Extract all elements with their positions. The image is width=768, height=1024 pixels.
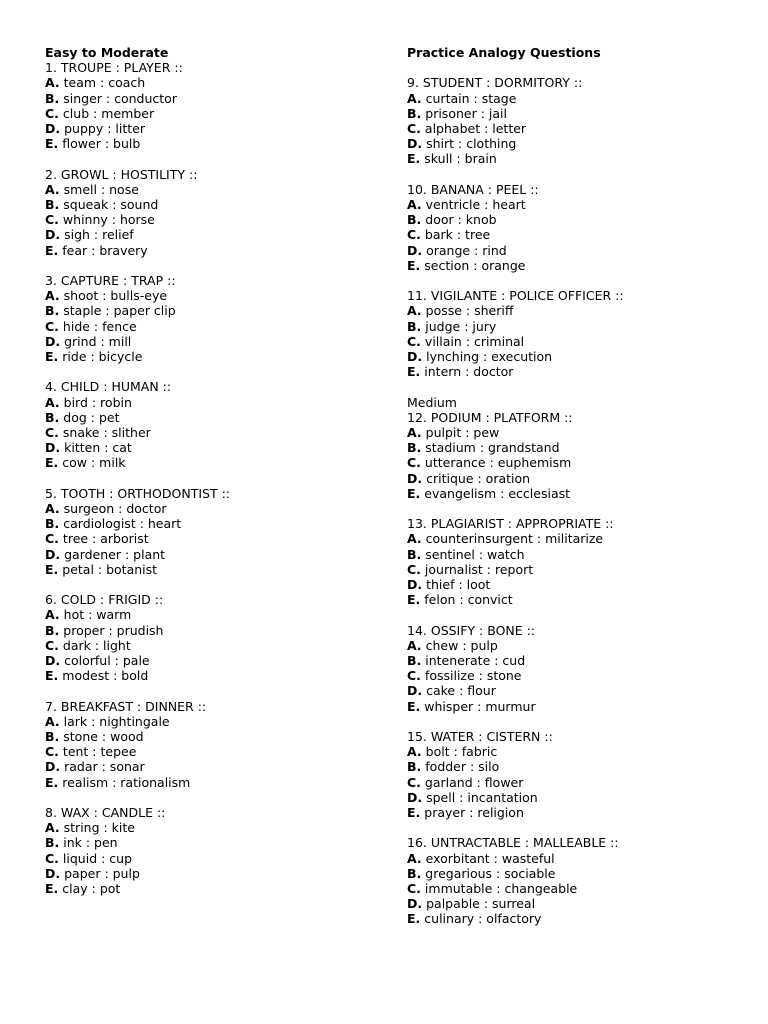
option-text: villain : criminal (424, 333, 525, 349)
answer-option (45, 425, 375, 440)
option-text: ventricle : heart (425, 197, 526, 212)
question-stem: 13. PLAGIARIST : APPROPRIATE :: (407, 516, 614, 532)
option-letter: A. (45, 501, 60, 517)
answer-option (407, 364, 752, 379)
answer-option (407, 744, 752, 759)
section-label: Medium (407, 394, 457, 410)
option-text: hide : fence (62, 318, 137, 334)
question-spacer (407, 273, 752, 288)
right-column (407, 45, 752, 927)
option-text: whisper : murmur (424, 698, 536, 714)
option-text: proper : prudish (63, 622, 164, 638)
answer-option (45, 623, 375, 638)
option-text: fodder : silo (425, 759, 500, 775)
answer-option (407, 258, 752, 273)
answer-option (45, 714, 375, 729)
option-letter: E. (45, 136, 59, 152)
option-text: snake : slither (62, 425, 151, 441)
option-text: surgeon : doctor (63, 501, 167, 517)
option-letter: B. (407, 440, 422, 456)
option-text: section : orange (424, 257, 526, 273)
option-text: counterinsurgent : militarize (425, 531, 604, 547)
answer-option (45, 91, 375, 106)
answer-option (407, 227, 752, 242)
option-letter: C. (45, 850, 59, 866)
option-text: posse : sheriff (425, 303, 514, 319)
option-letter: A. (45, 75, 60, 91)
question-spacer (407, 167, 752, 182)
question-spacer (45, 790, 375, 805)
question-stem: 4. CHILD : HUMAN :: (45, 379, 172, 395)
question-block (407, 623, 752, 714)
option-letter: E. (407, 911, 421, 927)
option-text: prayer : religion (424, 805, 524, 821)
answer-option (45, 851, 375, 866)
option-text: fear : bravery (62, 242, 148, 258)
option-letter: B. (45, 516, 60, 532)
option-text: sentinel : watch (425, 546, 525, 562)
option-text: tent : tepee (62, 744, 137, 760)
option-text: intenerate : cud (425, 653, 526, 669)
question-stem: 5. TOOTH : ORTHODONTIST :: (45, 485, 230, 501)
option-text: stadium : grandstand (425, 440, 560, 456)
answer-option (407, 319, 752, 334)
answer-option (45, 820, 375, 835)
answer-option (407, 562, 752, 577)
option-letter: C. (407, 121, 421, 136)
option-text: felon : convict (424, 592, 513, 608)
question-spacer (407, 501, 752, 516)
answer-option (45, 75, 375, 90)
answer-option (45, 455, 375, 470)
answer-option (45, 547, 375, 562)
option-letter: A. (45, 713, 60, 729)
question-stem: 15. WATER : CISTERN :: (407, 729, 553, 745)
option-letter: E. (45, 349, 59, 365)
answer-option (407, 896, 752, 911)
option-text: sigh : relief (64, 227, 134, 243)
option-text: clay : pot (62, 881, 121, 897)
option-letter: C. (407, 881, 421, 897)
option-text: gregarious : sociable (425, 865, 556, 881)
answer-option (407, 425, 752, 440)
option-letter: D. (45, 227, 61, 243)
option-text: ride : bicycle (62, 349, 143, 365)
answer-option (45, 562, 375, 577)
option-text: colorful : pale (64, 653, 150, 669)
option-text: puppy : litter (64, 121, 145, 137)
question-list-right (407, 75, 752, 926)
option-text: evangelism : ecclesiast (424, 485, 571, 501)
option-text: alphabet : letter (424, 121, 527, 136)
option-text: skull : brain (424, 151, 497, 167)
question-stem: 2. GROWL : HOSTILITY :: (45, 166, 198, 182)
answer-option (45, 243, 375, 258)
question-block (407, 729, 752, 820)
option-letter: B. (45, 303, 60, 319)
option-text: paper : pulp (64, 865, 140, 881)
option-letter: A. (45, 181, 60, 197)
option-letter: B. (407, 546, 422, 562)
option-letter: D. (407, 577, 423, 593)
answer-option (45, 729, 375, 744)
option-text: bark : tree (424, 227, 491, 243)
option-letter: E. (45, 561, 59, 577)
answer-option (45, 288, 375, 303)
option-letter: A. (407, 637, 422, 653)
option-letter: D. (407, 789, 423, 805)
question-spacer (45, 258, 375, 273)
answer-option (45, 334, 375, 349)
option-letter: B. (407, 759, 422, 775)
option-letter: B. (407, 865, 422, 881)
option-text: judge : jury (425, 318, 497, 334)
question-block (407, 288, 752, 379)
option-text: utterance : euphemism (424, 455, 572, 471)
question-block (45, 60, 375, 151)
option-letter: A. (407, 303, 422, 319)
option-text: dog : pet (63, 409, 120, 425)
answer-option (45, 501, 375, 516)
option-letter: A. (407, 531, 422, 547)
option-letter: A. (407, 90, 422, 106)
question-stem: 16. UNTRACTABLE : MALLEABLE :: (407, 835, 619, 851)
option-letter: A. (407, 425, 422, 441)
answer-option (45, 212, 375, 227)
option-letter: D. (45, 440, 61, 456)
option-letter: D. (407, 349, 423, 365)
answer-option (45, 668, 375, 683)
question-spacer (45, 364, 375, 379)
option-text: radar : sonar (64, 759, 145, 775)
answer-option (407, 243, 752, 258)
option-letter: A. (407, 197, 422, 212)
answer-option (407, 91, 752, 106)
option-text: lark : nightingale (63, 713, 170, 729)
option-letter: C. (45, 531, 59, 547)
option-text: orange : rind (426, 242, 507, 258)
option-letter: A. (45, 394, 60, 410)
answer-option (407, 592, 752, 607)
question-block (45, 486, 375, 577)
question-block (407, 395, 752, 501)
answer-option (45, 303, 375, 318)
question-stem: 11. VIGILANTE : POLICE OFFICER :: (407, 288, 624, 304)
answer-option (45, 349, 375, 364)
question-spacer (45, 683, 375, 698)
option-text: thief : loot (426, 577, 491, 593)
option-text: bird : robin (63, 394, 132, 410)
answer-option (407, 136, 752, 151)
option-letter: C. (407, 774, 421, 790)
option-letter: D. (45, 653, 61, 669)
answer-option (407, 683, 752, 698)
option-letter: E. (407, 151, 421, 167)
section-heading-easy: Easy to Moderate (45, 45, 169, 60)
option-text: flower : bulb (62, 136, 141, 152)
question-stem: 3. CAPTURE : TRAP :: (45, 273, 176, 289)
option-text: string : kite (63, 820, 135, 836)
option-text: kitten : cat (64, 440, 132, 456)
option-text: curtain : stage (425, 90, 517, 106)
option-text: exorbitant : wasteful (425, 850, 555, 866)
option-text: smell : nose (63, 181, 139, 197)
option-letter: C. (407, 227, 421, 243)
answer-option (407, 805, 752, 820)
option-letter: E. (407, 485, 421, 501)
option-text: shoot : bulls-eye (63, 288, 168, 304)
option-letter: E. (45, 668, 59, 684)
option-letter: C. (45, 744, 59, 760)
question-stem: 7. BREAKFAST : DINNER :: (45, 698, 207, 714)
answer-option (407, 486, 752, 501)
option-letter: D. (45, 865, 61, 881)
option-text: fossilize : stone (424, 668, 522, 684)
option-text: spell : incantation (426, 789, 538, 805)
question-block (45, 699, 375, 790)
option-letter: C. (407, 561, 421, 577)
answer-option (45, 516, 375, 531)
option-letter: B. (45, 409, 60, 425)
answer-option (407, 790, 752, 805)
option-letter: D. (45, 333, 61, 349)
option-text: journalist : report (424, 561, 534, 577)
question-block (407, 835, 752, 926)
option-letter: C. (45, 637, 59, 653)
option-text: hot : warm (63, 607, 132, 623)
option-letter: D. (407, 470, 423, 486)
answer-option (45, 197, 375, 212)
answer-option (45, 835, 375, 850)
option-letter: A. (407, 850, 422, 866)
option-text: realism : rationalism (62, 774, 191, 790)
option-text: liquid : cup (62, 850, 133, 866)
answer-option (45, 319, 375, 334)
option-letter: B. (407, 653, 422, 669)
question-block (45, 167, 375, 258)
option-text: club : member (62, 105, 155, 121)
question-stem: 8. WAX : CANDLE :: (45, 805, 166, 821)
option-text: cardiologist : heart (63, 516, 182, 532)
answer-option (45, 182, 375, 197)
option-letter: E. (407, 257, 421, 273)
question-block (45, 592, 375, 683)
answer-option (407, 911, 752, 926)
option-letter: C. (45, 425, 59, 441)
answer-option (407, 851, 752, 866)
answer-option (407, 151, 752, 166)
option-text: palpable : surreal (426, 896, 536, 912)
answer-option (407, 471, 752, 486)
option-letter: A. (407, 744, 422, 760)
answer-option (407, 668, 752, 683)
option-text: ink : pen (63, 835, 118, 851)
answer-option (407, 349, 752, 364)
option-letter: C. (45, 212, 59, 228)
question-spacer (45, 471, 375, 486)
option-letter: D. (407, 136, 423, 152)
question-spacer (45, 577, 375, 592)
option-text: shirt : clothing (426, 136, 517, 152)
option-text: critique : oration (426, 470, 531, 486)
answer-option (45, 775, 375, 790)
option-text: squeak : sound (63, 197, 159, 213)
answer-option (45, 395, 375, 410)
option-letter: D. (45, 759, 61, 775)
question-block (45, 805, 375, 896)
option-letter: D. (407, 242, 423, 258)
option-text: modest : bold (62, 668, 149, 684)
answer-option (45, 410, 375, 425)
answer-option (407, 121, 752, 136)
option-text: stone : wood (63, 729, 144, 745)
question-stem: 14. OSSIFY : BONE :: (407, 622, 536, 638)
option-letter: E. (45, 774, 59, 790)
answer-option (45, 607, 375, 622)
option-letter: C. (45, 318, 59, 334)
answer-option (45, 759, 375, 774)
option-text: immutable : changeable (424, 881, 578, 897)
option-text: grind : mill (64, 333, 132, 349)
option-text: bolt : fabric (425, 744, 498, 760)
answer-option (407, 197, 752, 212)
option-text: garland : flower (424, 774, 524, 790)
answer-option (45, 531, 375, 546)
option-text: lynching : execution (426, 349, 553, 365)
option-text: cow : milk (62, 455, 126, 471)
option-letter: D. (45, 121, 61, 137)
answer-option (45, 106, 375, 121)
option-text: culinary : olfactory (424, 911, 542, 927)
answer-option (45, 866, 375, 881)
option-text: prisoner : jail (425, 105, 507, 121)
option-text: pulpit : pew (425, 425, 500, 441)
option-text: petal : botanist (62, 561, 158, 577)
answer-option (45, 136, 375, 151)
option-letter: B. (407, 105, 422, 121)
option-letter: E. (45, 455, 59, 471)
option-letter: E. (45, 242, 59, 258)
left-column (45, 45, 375, 896)
answer-option (407, 531, 752, 546)
option-letter: B. (45, 835, 60, 851)
answer-option (407, 106, 752, 121)
answer-option (407, 440, 752, 455)
option-letter: E. (407, 698, 421, 714)
answer-option (45, 440, 375, 455)
option-letter: A. (45, 820, 60, 836)
option-letter: B. (45, 197, 60, 213)
option-letter: D. (45, 546, 61, 562)
answer-option (407, 577, 752, 592)
answer-option (407, 547, 752, 562)
option-text: cake : flour (426, 683, 496, 699)
option-letter: B. (45, 622, 60, 638)
option-letter: C. (407, 455, 421, 471)
option-letter: C. (407, 333, 421, 349)
question-block (45, 379, 375, 470)
option-letter: E. (407, 592, 421, 608)
question-spacer (45, 151, 375, 166)
answer-option (45, 881, 375, 896)
answer-option (45, 227, 375, 242)
answer-option (407, 759, 752, 774)
page-title: Practice Analogy Questions (407, 45, 601, 60)
option-letter: B. (45, 90, 60, 106)
question-block (407, 182, 752, 273)
option-text: tree : arborist (62, 531, 149, 547)
answer-option (407, 699, 752, 714)
option-text: staple : paper clip (63, 303, 176, 319)
option-text: whinny : horse (62, 212, 155, 228)
option-text: intern : doctor (424, 364, 514, 380)
answer-option (407, 638, 752, 653)
option-letter: E. (407, 805, 421, 821)
option-text: dark : light (62, 637, 131, 653)
heading-spacer (407, 60, 752, 75)
option-letter: C. (407, 668, 421, 684)
answer-option (407, 653, 752, 668)
answer-option (407, 866, 752, 881)
answer-option (407, 775, 752, 790)
question-spacer (407, 607, 752, 622)
option-letter: A. (45, 288, 60, 304)
answer-option (45, 744, 375, 759)
answer-option (407, 455, 752, 470)
option-text: gardener : plant (64, 546, 166, 562)
answer-option (45, 638, 375, 653)
option-letter: B. (407, 212, 422, 228)
option-letter: E. (45, 881, 59, 897)
question-stem: 9. STUDENT : DORMITORY :: (407, 75, 583, 91)
answer-option (407, 303, 752, 318)
question-stem: 1. TROUPE : PLAYER :: (45, 60, 183, 76)
question-block (45, 273, 375, 364)
answer-option (407, 334, 752, 349)
option-letter: A. (45, 607, 60, 623)
option-letter: D. (407, 896, 423, 912)
question-block (407, 75, 752, 166)
answer-option (407, 212, 752, 227)
question-spacer (407, 714, 752, 729)
answer-option (407, 881, 752, 896)
question-stem: 6. COLD : FRIGID :: (45, 592, 164, 608)
option-text: door : knob (425, 212, 497, 228)
option-text: team : coach (63, 75, 146, 91)
question-stem: 12. PODIUM : PLATFORM :: (407, 409, 573, 425)
question-spacer (407, 820, 752, 835)
option-letter: C. (45, 105, 59, 121)
option-letter: B. (45, 729, 60, 745)
option-text: chew : pulp (425, 637, 498, 653)
answer-option (45, 653, 375, 668)
option-text: singer : conductor (63, 90, 177, 106)
section-spacer (407, 379, 752, 394)
option-letter: E. (407, 364, 421, 380)
question-block (407, 516, 752, 607)
question-stem: 10. BANANA : PEEL :: (407, 181, 539, 197)
question-list-left (45, 60, 375, 896)
answer-option (45, 121, 375, 136)
option-letter: D. (407, 683, 423, 699)
option-letter: B. (407, 318, 422, 334)
